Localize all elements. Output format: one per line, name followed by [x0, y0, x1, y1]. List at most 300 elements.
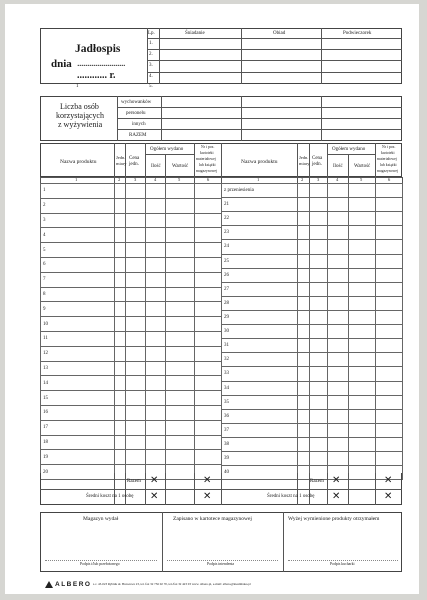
table-row [222, 395, 403, 409]
left-row-cell[interactable] [126, 331, 146, 346]
right-row-cell[interactable] [328, 367, 349, 381]
col-wartosc-right: Wartość [354, 164, 371, 169]
right-row-cell[interactable] [298, 353, 310, 367]
left-row-cell[interactable] [166, 361, 195, 376]
left-row-cell[interactable] [126, 317, 146, 332]
left-row-cell[interactable] [115, 376, 126, 391]
right-row-cell[interactable] [376, 409, 403, 423]
left-row-label: 20 [41, 465, 115, 480]
col-nr-right-3: materiałowej [377, 157, 397, 161]
left-row-cell[interactable] [195, 184, 222, 199]
right-row-cell[interactable] [298, 381, 310, 395]
right-row-cell[interactable] [310, 381, 328, 395]
right-row-cell[interactable] [349, 282, 376, 296]
left-row-cell[interactable] [126, 243, 146, 258]
left-row-cell[interactable] [115, 228, 126, 243]
right-row-cell[interactable] [376, 437, 403, 451]
right-row-cell[interactable] [310, 367, 328, 381]
right-row-cell[interactable] [376, 240, 403, 254]
right-row-label: 24 [222, 240, 298, 254]
left-row-label: 4 [41, 228, 115, 243]
left-row-cell[interactable] [166, 331, 195, 346]
right-row-cell[interactable] [310, 184, 328, 198]
right-row-cell[interactable] [298, 367, 310, 381]
right-row-cell[interactable] [328, 423, 349, 437]
left-row-cell[interactable] [126, 198, 146, 213]
right-row-label: 25 [222, 254, 298, 268]
left-row-cell[interactable] [166, 317, 195, 332]
right-row-cell[interactable] [349, 452, 376, 466]
left-row-cell[interactable] [115, 391, 126, 406]
right-row-cell[interactable] [376, 395, 403, 409]
colnum-left-2: 2 [118, 177, 121, 182]
right-row-cell[interactable] [328, 184, 349, 198]
left-row-cell[interactable] [166, 450, 195, 465]
left-row-label: 13 [41, 361, 115, 376]
right-row-label: 30 [222, 325, 298, 339]
tick-mark: 1 [76, 84, 79, 89]
col-jedn-left-1: Jedn. [116, 155, 126, 160]
right-row-cell[interactable] [298, 212, 310, 226]
date-year-dots: ............ r. [77, 70, 116, 81]
sredni-label-right: Średni koszt na 1 osobę [267, 494, 315, 499]
table-row [222, 198, 403, 212]
right-row-cell[interactable] [349, 226, 376, 240]
left-row-cell[interactable] [126, 361, 146, 376]
right-row-cell[interactable] [376, 254, 403, 268]
persons-row-personelu: personelu [126, 111, 146, 116]
left-row-cell[interactable] [115, 346, 126, 361]
right-row-cell[interactable] [376, 226, 403, 240]
left-row-cell[interactable] [166, 243, 195, 258]
right-row-cell[interactable] [376, 452, 403, 466]
right-row-cell[interactable] [349, 268, 376, 282]
left-row-cell[interactable] [195, 257, 222, 272]
left-row-cell[interactable] [115, 213, 126, 228]
right-row-cell[interactable] [310, 282, 328, 296]
col-nr-right-1: Nr i poz. [382, 145, 396, 149]
table-row [222, 226, 403, 240]
table-row [222, 452, 403, 466]
right-row-cell[interactable] [376, 353, 403, 367]
razem-label-right: Razem [310, 479, 324, 484]
left-row-cell[interactable] [195, 228, 222, 243]
table-row [41, 317, 222, 332]
left-row-cell[interactable] [126, 346, 146, 361]
x-mark-icon: ✕ [332, 491, 341, 502]
right-row-label: z przeniesienia [222, 184, 298, 198]
left-row-cell[interactable] [115, 331, 126, 346]
left-row-cell[interactable] [115, 420, 126, 435]
table-row [222, 339, 403, 353]
right-row-cell[interactable] [349, 325, 376, 339]
right-row-cell[interactable] [298, 409, 310, 423]
left-row-cell[interactable] [166, 287, 195, 302]
persons-label-2: korzystających [56, 111, 104, 120]
right-row-cell[interactable] [349, 367, 376, 381]
right-row-cell[interactable] [298, 325, 310, 339]
left-row-cell[interactable] [195, 213, 222, 228]
table-row [222, 325, 403, 339]
right-row-cell[interactable] [298, 240, 310, 254]
left-row-cell[interactable] [146, 361, 166, 376]
right-row-cell[interactable] [298, 395, 310, 409]
colnum-left-4: 4 [154, 177, 157, 182]
right-row-cell[interactable] [310, 310, 328, 324]
table-row [222, 367, 403, 381]
table-row [222, 296, 403, 310]
x-mark-icon: ✕ [384, 491, 393, 502]
right-row-cell[interactable] [376, 282, 403, 296]
right-row-cell[interactable] [298, 452, 310, 466]
right-row-cell[interactable] [310, 325, 328, 339]
left-row-cell[interactable] [166, 420, 195, 435]
col-jedn-right-1: Jedn. [299, 155, 309, 160]
left-row-cell[interactable] [166, 213, 195, 228]
table-row [41, 302, 222, 317]
right-row-cell[interactable] [349, 353, 376, 367]
right-row-cell[interactable] [328, 339, 349, 353]
left-row-cell[interactable] [146, 405, 166, 420]
left-row-cell[interactable] [146, 302, 166, 317]
col-ogolem-right: Ogółem wydano [332, 147, 366, 152]
left-row-label: 8 [41, 287, 115, 302]
colnum-right-5: 5 [360, 177, 363, 182]
right-row-cell[interactable] [349, 423, 376, 437]
right-row-cell[interactable] [328, 437, 349, 451]
col-wartosc-left: Wartość [172, 164, 189, 169]
left-row-cell[interactable] [166, 272, 195, 287]
right-row-label: 23 [222, 226, 298, 240]
right-row-cell[interactable] [298, 268, 310, 282]
left-row-cell[interactable] [126, 228, 146, 243]
lp-row-3: 3. [149, 63, 153, 68]
left-row-cell[interactable] [146, 213, 166, 228]
table-row [41, 257, 222, 272]
table-row [222, 282, 403, 296]
right-row-cell[interactable] [376, 423, 403, 437]
right-row-label: 36 [222, 409, 298, 423]
table-row [222, 240, 403, 254]
left-row-label: 19 [41, 450, 115, 465]
table-row [222, 254, 403, 268]
left-row-cell[interactable] [126, 257, 146, 272]
colnum-right-3: 3 [317, 177, 320, 182]
table-row [222, 184, 403, 198]
col-ilosc-left: Ilość [151, 164, 161, 169]
right-row-cell[interactable] [349, 212, 376, 226]
col-jedn-left-2: miary [116, 161, 127, 166]
right-row-label: 31 [222, 339, 298, 353]
left-row-cell[interactable] [166, 405, 195, 420]
right-row-cell[interactable] [310, 254, 328, 268]
table-row [41, 420, 222, 435]
right-row-cell[interactable] [328, 381, 349, 395]
lp-row-5: 5. [149, 84, 153, 89]
left-row-cell[interactable] [195, 346, 222, 361]
albero-logo-icon [45, 581, 53, 588]
left-row-cell[interactable] [195, 361, 222, 376]
right-row-cell[interactable] [349, 254, 376, 268]
right-row-cell[interactable] [349, 381, 376, 395]
colnum-left-6: 6 [207, 177, 210, 182]
left-row-cell[interactable] [166, 198, 195, 213]
right-row-cell[interactable] [376, 212, 403, 226]
left-row-label: 18 [41, 435, 115, 450]
right-row-label: 26 [222, 268, 298, 282]
table-row [41, 272, 222, 287]
left-product-table [40, 183, 222, 480]
right-row-cell[interactable] [328, 310, 349, 324]
left-row-cell[interactable] [115, 405, 126, 420]
table-row [222, 381, 403, 395]
right-row-cell[interactable] [376, 268, 403, 282]
left-row-cell[interactable] [146, 376, 166, 391]
col-nr-right-2: kartoteki [381, 151, 395, 155]
right-row-label: 29 [222, 310, 298, 324]
left-row-cell[interactable] [195, 198, 222, 213]
right-row-cell[interactable] [310, 437, 328, 451]
right-row-cell[interactable] [376, 339, 403, 353]
left-row-cell[interactable] [126, 287, 146, 302]
right-row-cell[interactable] [298, 254, 310, 268]
table-row [41, 184, 222, 199]
table-row [222, 310, 403, 324]
left-row-cell[interactable] [195, 331, 222, 346]
right-row-label: 32 [222, 353, 298, 367]
left-row-label: 14 [41, 376, 115, 391]
x-mark-icon: ✕ [203, 475, 212, 486]
left-row-cell[interactable] [146, 346, 166, 361]
right-row-cell[interactable] [376, 184, 403, 198]
table-row [222, 409, 403, 423]
left-row-cell[interactable] [115, 435, 126, 450]
left-row-cell[interactable] [126, 272, 146, 287]
left-row-cell[interactable] [166, 346, 195, 361]
col-ogolem-left: Ogółem wydano [150, 147, 184, 152]
left-row-cell[interactable] [195, 435, 222, 450]
left-row-cell[interactable] [115, 450, 126, 465]
right-row-cell[interactable] [310, 198, 328, 212]
right-row-cell[interactable] [298, 184, 310, 198]
right-row-cell[interactable] [298, 282, 310, 296]
right-row-label: 39 [222, 452, 298, 466]
left-row-cell[interactable] [195, 420, 222, 435]
signature-intendenta: Podpis intendenta [207, 562, 235, 566]
right-row-cell[interactable] [298, 226, 310, 240]
colnum-right-6: 6 [388, 177, 391, 182]
left-row-cell[interactable] [115, 257, 126, 272]
right-row-cell[interactable] [328, 325, 349, 339]
left-row-label: 12 [41, 346, 115, 361]
left-row-cell[interactable] [146, 435, 166, 450]
left-row-cell[interactable] [166, 228, 195, 243]
left-row-cell[interactable] [126, 450, 146, 465]
right-row-label: 22 [222, 212, 298, 226]
left-row-cell[interactable] [166, 376, 195, 391]
col-nr-right-5: magazynowej [377, 169, 399, 173]
left-row-cell[interactable] [195, 302, 222, 317]
right-row-cell[interactable] [298, 423, 310, 437]
col-nr-left-1: Nr i poz. [201, 145, 215, 149]
left-row-cell[interactable] [115, 317, 126, 332]
left-row-cell[interactable] [115, 302, 126, 317]
right-row-cell[interactable] [328, 254, 349, 268]
left-row-label: 10 [41, 317, 115, 332]
right-row-cell[interactable] [328, 282, 349, 296]
left-row-cell[interactable] [115, 287, 126, 302]
right-row-cell[interactable] [349, 409, 376, 423]
left-row-cell[interactable] [166, 435, 195, 450]
left-row-cell[interactable] [166, 391, 195, 406]
lp-row-4: 4. [149, 74, 153, 79]
col-cena-right-1: Cena [312, 156, 323, 161]
left-row-cell[interactable] [195, 287, 222, 302]
left-row-cell[interactable] [115, 272, 126, 287]
right-row-cell[interactable] [310, 353, 328, 367]
left-row-cell[interactable] [126, 391, 146, 406]
col-cena-left-1: Cena [129, 156, 140, 161]
left-row-cell[interactable] [166, 302, 195, 317]
right-row-cell[interactable] [310, 296, 328, 310]
left-row-cell[interactable] [146, 228, 166, 243]
right-row-label: 21 [222, 198, 298, 212]
x-mark-icon: ✕ [384, 475, 393, 486]
right-row-cell[interactable] [376, 325, 403, 339]
persons-label-3: z wyżywienia [58, 120, 103, 129]
left-row-cell[interactable] [195, 243, 222, 258]
left-row-label: 16 [41, 405, 115, 420]
right-row-cell[interactable] [328, 452, 349, 466]
left-row-cell[interactable] [195, 405, 222, 420]
left-row-cell[interactable] [195, 272, 222, 287]
right-row-cell[interactable] [376, 296, 403, 310]
left-row-cell[interactable] [146, 420, 166, 435]
right-row-cell[interactable] [328, 296, 349, 310]
left-row-cell[interactable] [195, 317, 222, 332]
right-row-cell[interactable] [310, 452, 328, 466]
left-row-cell[interactable] [146, 198, 166, 213]
right-row-cell[interactable] [298, 198, 310, 212]
colnum-left-1: 1 [75, 177, 78, 182]
right-row-cell[interactable] [349, 184, 376, 198]
left-row-cell[interactable] [146, 184, 166, 199]
left-row-cell[interactable] [146, 257, 166, 272]
left-row-cell[interactable] [166, 257, 195, 272]
right-row-cell[interactable] [310, 240, 328, 254]
left-row-cell[interactable] [195, 376, 222, 391]
left-row-cell[interactable] [146, 243, 166, 258]
left-row-cell[interactable] [146, 287, 166, 302]
right-row-cell[interactable] [310, 409, 328, 423]
right-row-cell[interactable] [328, 198, 349, 212]
right-row-cell[interactable] [298, 310, 310, 324]
col-jedn-right-2: miary [299, 161, 310, 166]
left-row-cell[interactable] [195, 450, 222, 465]
left-row-cell[interactable] [115, 198, 126, 213]
left-row-cell[interactable] [195, 391, 222, 406]
left-row-cell[interactable] [115, 361, 126, 376]
right-row-label: 38 [222, 437, 298, 451]
right-row-cell[interactable] [349, 296, 376, 310]
left-row-cell[interactable] [166, 184, 195, 199]
left-row-cell[interactable] [126, 435, 146, 450]
right-row-cell[interactable] [310, 212, 328, 226]
table-row [41, 361, 222, 376]
left-row-cell[interactable] [126, 213, 146, 228]
persons-row-innych: innych [132, 122, 146, 127]
table-row [41, 228, 222, 243]
table-row [41, 435, 222, 450]
right-row-cell[interactable] [349, 198, 376, 212]
table-row [41, 346, 222, 361]
left-row-cell[interactable] [146, 391, 166, 406]
right-row-cell[interactable] [349, 395, 376, 409]
right-row-cell[interactable] [298, 437, 310, 451]
col-podwieczorek: Podwieczorek [343, 31, 372, 36]
left-row-cell[interactable] [146, 272, 166, 287]
left-row-cell[interactable] [126, 420, 146, 435]
left-row-cell[interactable] [126, 376, 146, 391]
right-row-cell[interactable] [376, 381, 403, 395]
right-row-cell[interactable] [349, 240, 376, 254]
right-row-cell[interactable] [328, 268, 349, 282]
left-row-cell[interactable] [115, 243, 126, 258]
publisher-address: s.c. 43-023 Rybnik ul. Brzozowa 23, tel. fax 32 756 02 70, tel./fax 32 423 03 www. albero.pl, e-mail: albero@ineambaka.pl [93, 582, 251, 586]
right-row-cell[interactable] [349, 437, 376, 451]
colnum-right-1: 1 [257, 177, 260, 182]
left-row-cell[interactable] [146, 331, 166, 346]
left-row-cell[interactable] [126, 184, 146, 199]
right-row-cell[interactable] [376, 198, 403, 212]
left-row-cell[interactable] [115, 184, 126, 199]
table-row [222, 437, 403, 451]
right-row-cell[interactable] [328, 395, 349, 409]
right-row-cell[interactable] [310, 268, 328, 282]
persons-label-1: Liczba osób [60, 102, 99, 111]
right-row-cell[interactable] [328, 409, 349, 423]
right-row-cell[interactable] [349, 339, 376, 353]
left-row-label: 7 [41, 272, 115, 287]
right-row-cell[interactable] [298, 296, 310, 310]
right-row-cell[interactable] [328, 240, 349, 254]
left-row-cell[interactable] [126, 302, 146, 317]
right-row-cell[interactable] [310, 423, 328, 437]
right-row-cell[interactable] [328, 212, 349, 226]
col-cena-right-2: jedn. [312, 162, 322, 167]
right-row-cell[interactable] [328, 353, 349, 367]
right-row-cell[interactable] [376, 367, 403, 381]
right-row-cell[interactable] [328, 226, 349, 240]
right-row-cell[interactable] [376, 310, 403, 324]
left-row-cell[interactable] [126, 405, 146, 420]
right-row-cell[interactable] [298, 339, 310, 353]
left-row-cell[interactable] [146, 450, 166, 465]
left-row-cell[interactable] [146, 317, 166, 332]
right-row-label: 33 [222, 367, 298, 381]
form-title: Jadłospis [75, 43, 121, 55]
right-row-cell[interactable] [310, 395, 328, 409]
wyjety-label: Wyżej wymienione produkty otrzymałem [288, 516, 380, 522]
left-row-label: 15 [41, 391, 115, 406]
table-row [41, 287, 222, 302]
persons-row-razem: RAZEM [129, 133, 147, 138]
right-row-cell[interactable] [310, 339, 328, 353]
right-row-cell[interactable] [349, 310, 376, 324]
right-row-cell[interactable] [310, 226, 328, 240]
left-row-label: 6 [41, 257, 115, 272]
sredni-label-left: Średni koszt na 1 osobę [86, 494, 134, 499]
